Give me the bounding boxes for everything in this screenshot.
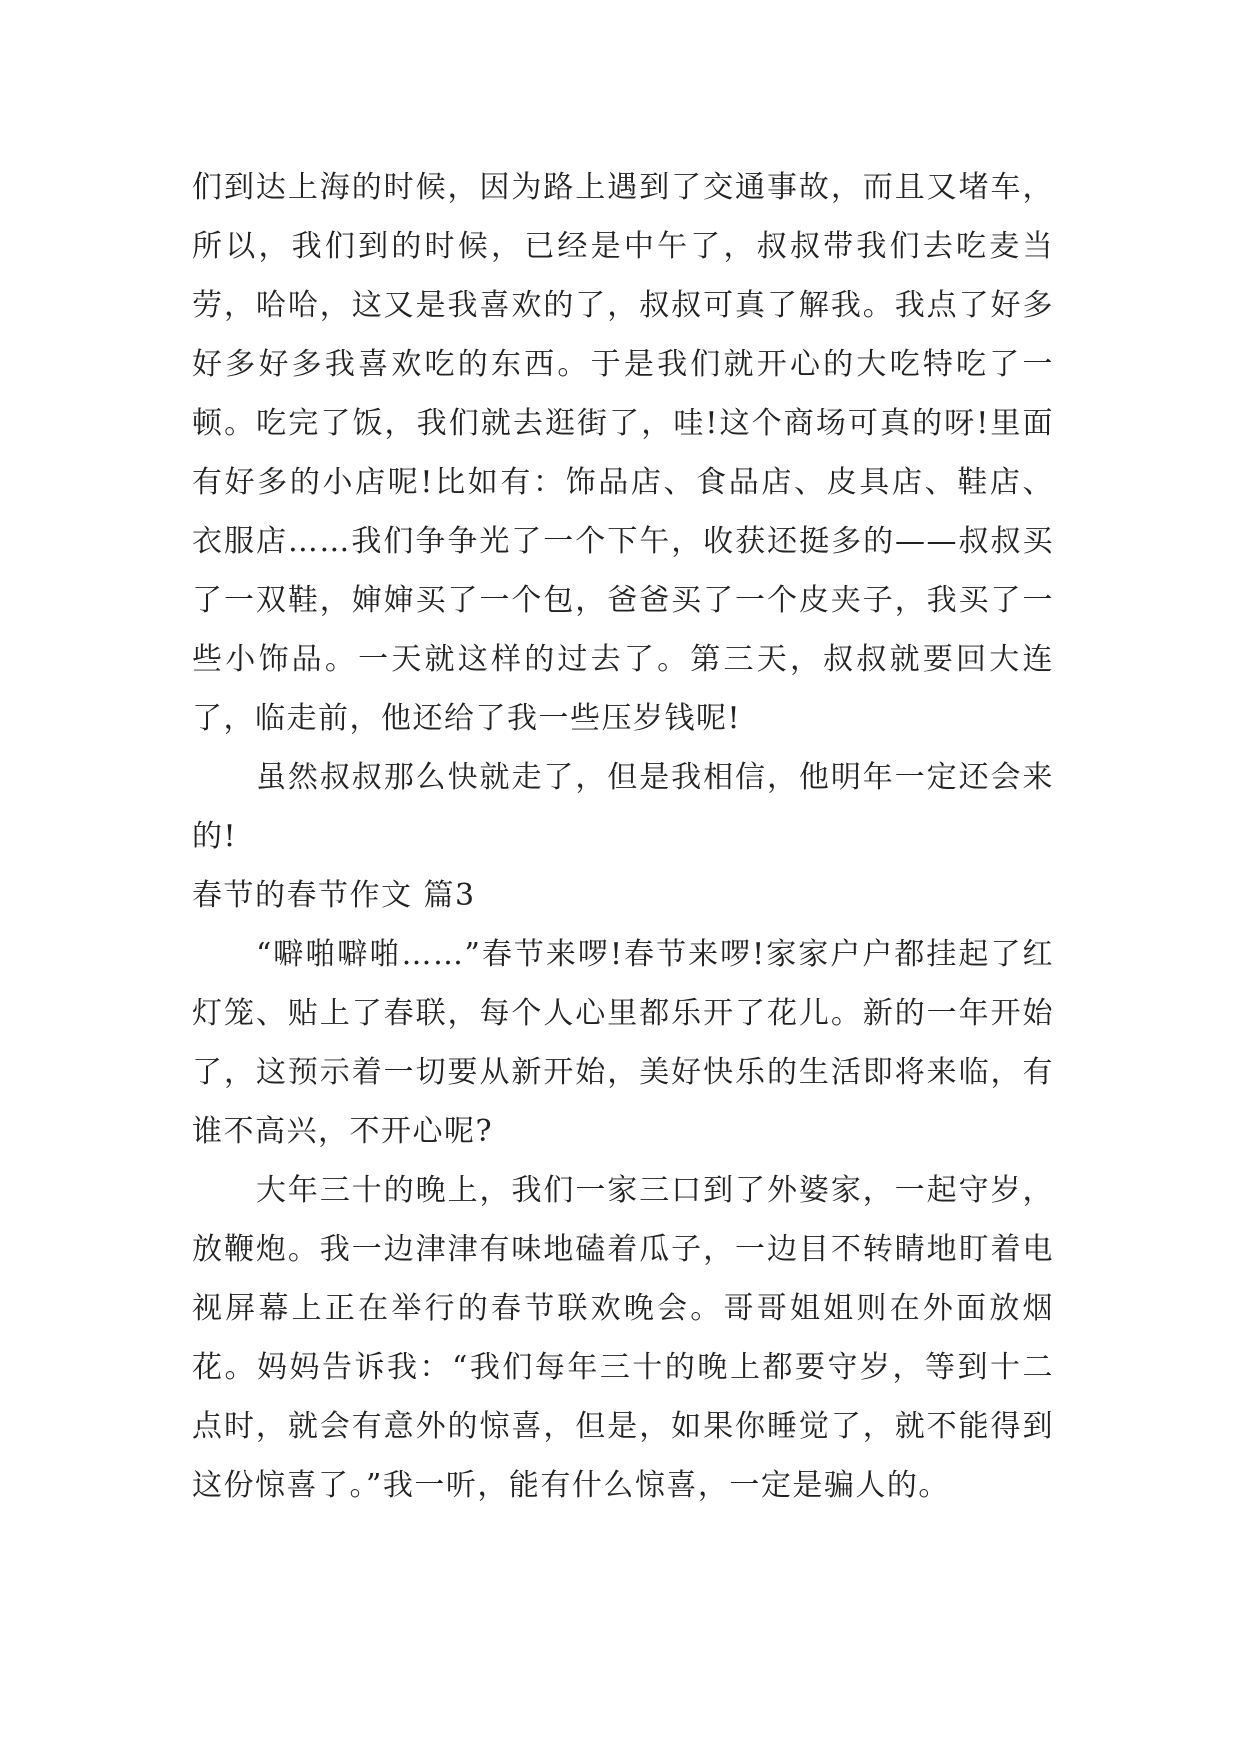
paragraph-continuation: 们到达上海的时候，因为路上遇到了交通事故，而且又堵车，所以，我们到的时候，已经是中午了，叔叔带我们去吃麦当劳，哈哈，这又是我喜欢的了，叔叔可真了解我。我点了好多好多好多我喜欢吃的东西。于是我们就开心的大吃特吃了一顿。吃完了饭，我们就去逛街了，哇!这个商场可真的呀!里面有好多的小店呢!比如有：饰品店、食品店、皮具店、鞋店、衣服店……我们争争光了一个下午，收获还挺多的——叔叔买了一双鞋，婶婶买了一个包，爸爸买了一个皮夹子，我买了一些小饰品。一天就这样的过去了。第三天，叔叔就要回大连了，临走前，他还给了我一些压岁钱呢! xyxy=(192,170,1054,736)
paragraph-spring-festival-arrives: “噼啪噼啪……”春节来啰!春节来啰!家家户户都挂起了红灯笼、贴上了春联，每个人心里都乐开了花儿。新的一年开始了，这预示着一切要从新开始，美好快乐的生活即将来临，有谁不高兴，不开心呢? xyxy=(192,937,1054,1149)
paragraph-new-years-eve: 大年三十的晚上，我们一家三口到了外婆家，一起守岁，放鞭炮。我一边津津有味地磕着瓜子，一边目不转睛地盯着电视屏幕上正在举行的春节联欢晚会。哥哥姐姐则在外面放烟花。妈妈告诉我：“我们每年三十的晚上都要守岁，等到十二点时，就会有意外的惊喜，但是，如果你睡觉了，就不能得到这份惊喜了。”我一听，能有什么惊喜，一定是骗人的。 xyxy=(192,1173,1054,1503)
paragraph-uncle-leaves: 虽然叔叔那么快就走了，但是我相信，他明年一定还会来的! xyxy=(192,760,1054,854)
section-heading: 春节的春节作文 篇3 xyxy=(192,878,476,913)
document-page xyxy=(192,158,1054,1515)
